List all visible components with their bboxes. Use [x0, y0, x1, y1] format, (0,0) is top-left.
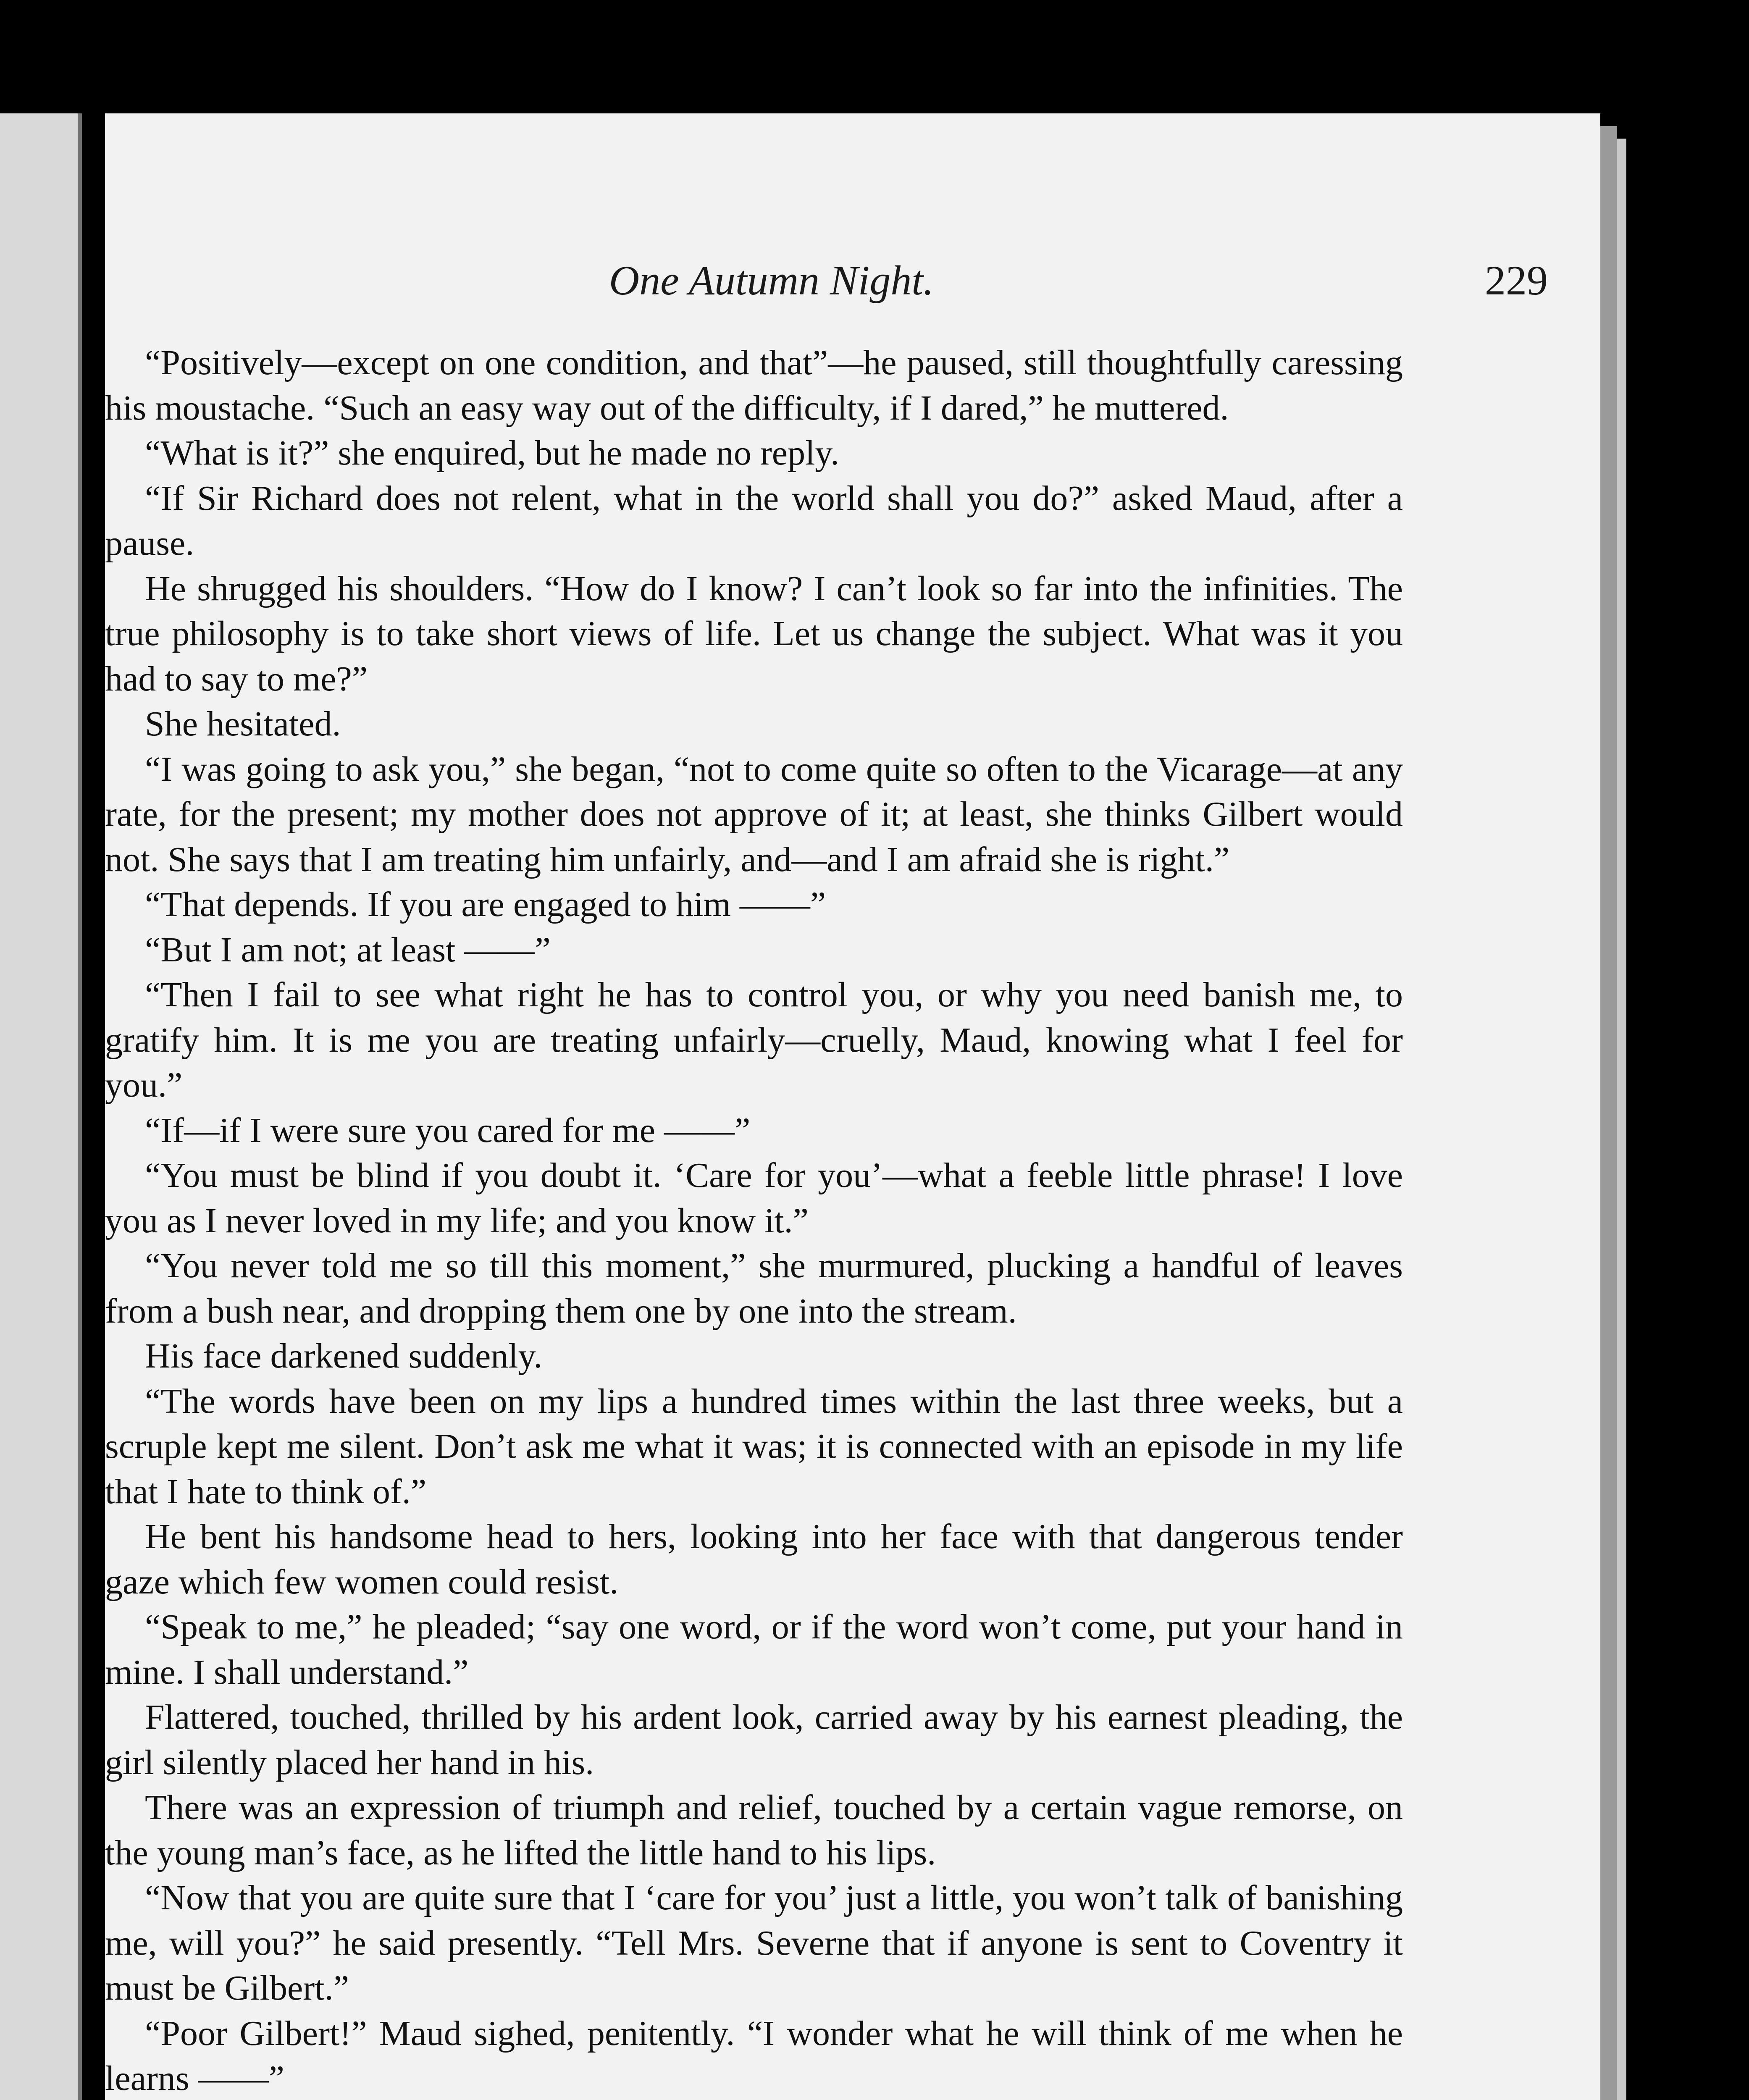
paragraph: “Poor Gilbert!” Maud sighed, penitently. “I wonder what he will think of me when he learns ——”	[105, 2013, 1403, 2098]
page-header	[105, 256, 1600, 319]
paragraph: “That depends. If you are engaged to him ——”	[145, 885, 826, 924]
adjacent-page-edge	[0, 113, 82, 2100]
book-edge-inner	[1617, 139, 1626, 2100]
paragraph: “What is it?” she enquired, but he made no reply.	[145, 433, 839, 472]
paragraph: “Now that you are quite sure that I ‘care for you’ just a little, you won’t talk of banishing me, will you?” he said presently. “Tell Mrs. Severne that if anyone is sent to Coventry it must be Gilbert.”	[105, 1878, 1403, 2008]
book-edge	[1600, 126, 1617, 2100]
paragraph: “You must be blind if you doubt it. ‘Care for you’—what a feeble little phrase! I love you as I never loved in my life; and you know it.”	[105, 1156, 1403, 1240]
paragraph: “You never told me so till this moment,” she murmured, plucking a handful of leaves from a bush near, and dropping them one by one into the stream.	[105, 1246, 1403, 1331]
paragraph: “Then I fail to see what right he has to control you, or why you need banish me, to gratify him. It is me you are treating unfairly—cruelly, Maud, knowing what I feel for you.”	[105, 975, 1403, 1105]
paragraph: He bent his handsome head to hers, looking into her face with that dangerous tender gaze which few women could resist.	[105, 1517, 1403, 1601]
paragraph: “I was going to ask you,” she began, “not to come quite so often to the Vicarage—at any rate, for the present; my mother does not approve of it; at least, she thinks Gilbert would not. She says that I am treating him unfairly, and—and I am afraid she is right.”	[105, 749, 1403, 879]
page-number: 229	[1485, 257, 1548, 304]
paragraph: His face darkened suddenly.	[145, 1336, 543, 1376]
body-text	[105, 340, 1403, 2100]
paragraph: There was an expression of triumph and relief, touched by a certain vague remorse, on the young man’s face, as he lifted the little hand to his lips.	[105, 1788, 1403, 1872]
running-title: One Autumn Night.	[609, 257, 934, 304]
paragraph: “If—if I were sure you cared for me ——”	[145, 1110, 751, 1150]
paragraph: He shrugged his shoulders. “How do I know? I can’t look so far into the infinities. The true philosophy is to take short views of life. Let us change the subject. What was it you had to say to me?”	[105, 569, 1403, 698]
paragraph: “Speak to me,” he pleaded; “say one word, or if the word won’t come, put your hand in mine. I shall understand.”	[105, 1607, 1403, 1692]
paragraph: “Positively—except on one condition, and that”—he paused, still thoughtfully caressing his moustache. “Such an easy way out of the difficulty, if I dared,” he muttered.	[105, 343, 1403, 428]
paragraph: Flattered, touched, thrilled by his ardent look, carried away by his earnest pleading, the girl silently placed her hand in his.	[105, 1698, 1403, 1782]
paragraph: “But I am not; at least ——”	[145, 930, 551, 969]
paragraph: “If Sir Richard does not relent, what in the world shall you do?” asked Maud, after a pause.	[105, 478, 1403, 563]
paragraph: “The words have been on my lips a hundred times within the last three weeks, but a scruple kept me silent. Don’t ask me what it was; it is connected with an episode in my life that I hate to think of.”	[105, 1381, 1403, 1511]
paragraph: She hesitated.	[145, 704, 341, 743]
